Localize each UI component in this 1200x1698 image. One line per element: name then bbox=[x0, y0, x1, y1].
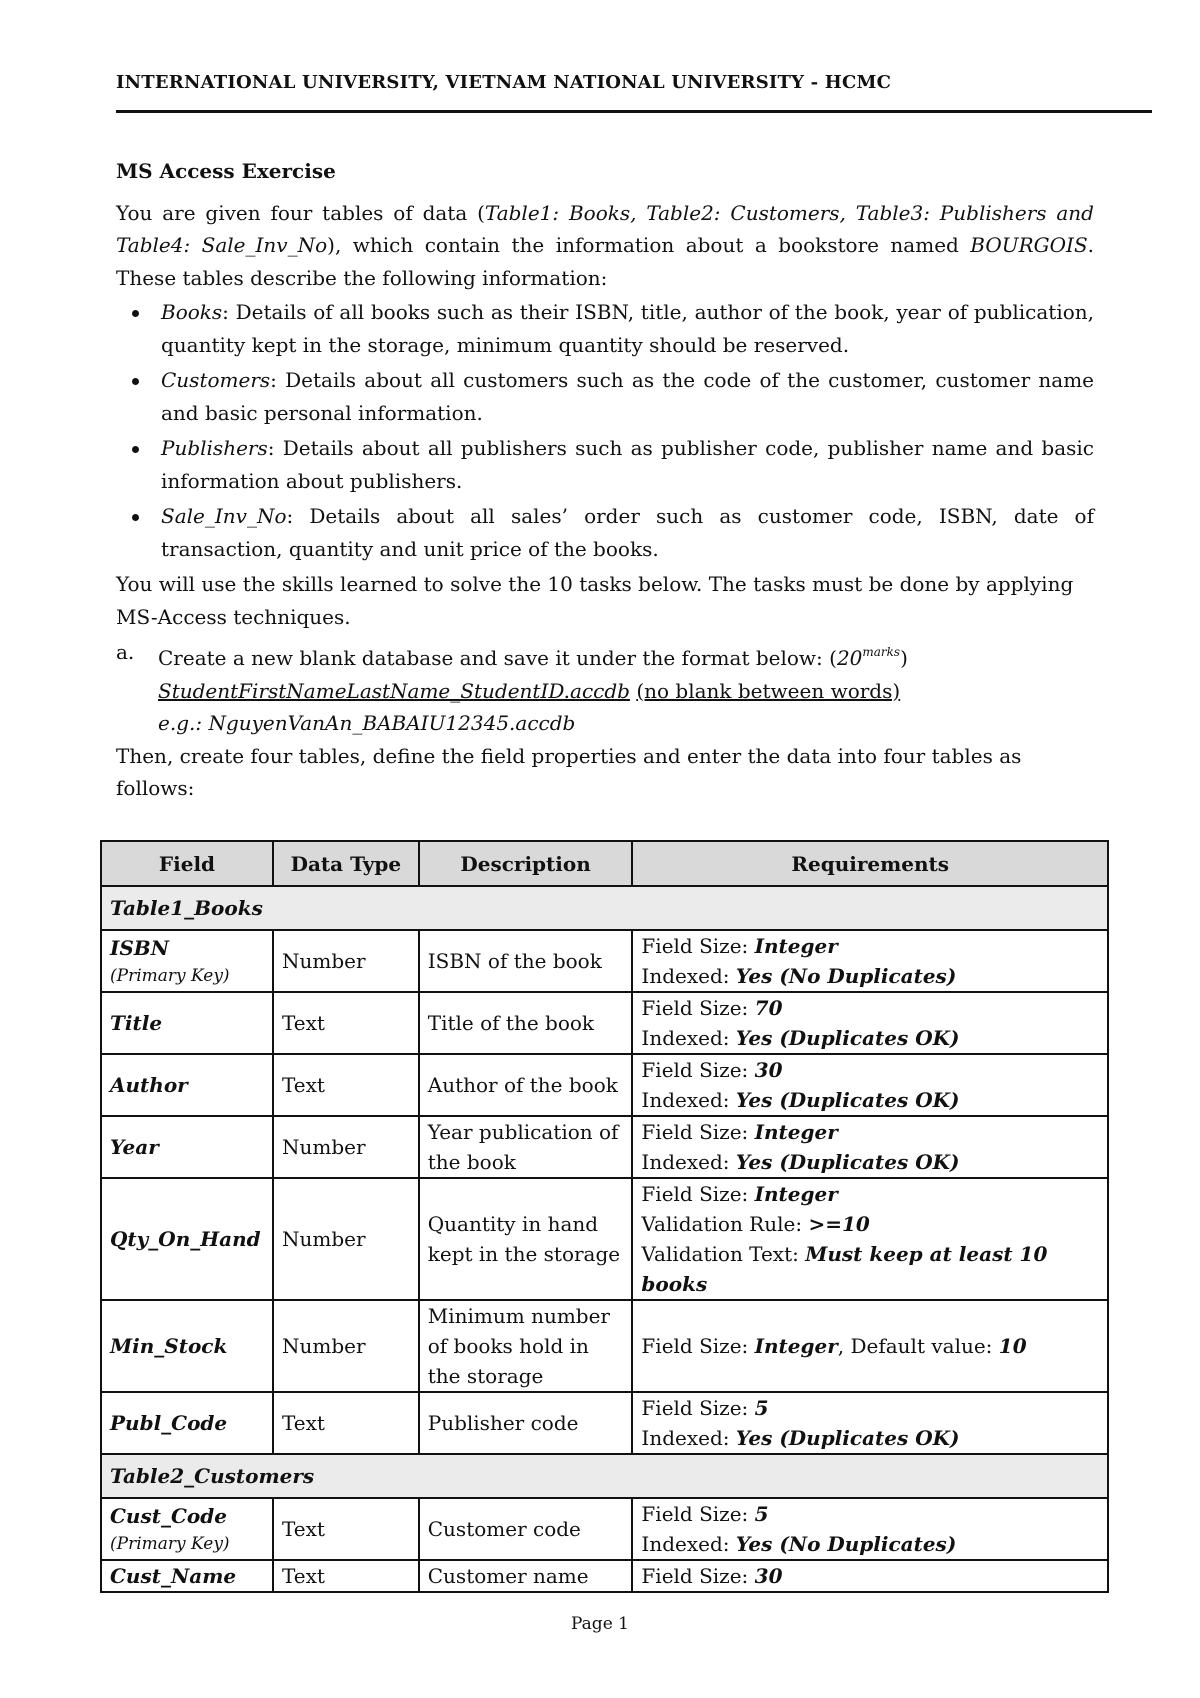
requirement-value: Yes (Duplicates OK) bbox=[735, 1026, 960, 1050]
task-a-text: Create a new blank database and save it under the format below: ( bbox=[158, 646, 837, 670]
field-cell bbox=[101, 1116, 273, 1178]
filename-format-line bbox=[116, 675, 1094, 708]
data-type-cell: Text bbox=[273, 1498, 419, 1560]
requirement-value: Yes (No Duplicates) bbox=[735, 964, 957, 988]
list-item-text: : Details about all sales’ order such as customer code, ISBN, date of transaction, quantity and unit price of the books. bbox=[161, 504, 1094, 561]
requirement-line bbox=[641, 1393, 1099, 1423]
list-item-text: : Details of all books such as their ISBN, title, author of the book, year of publication, quantity kept in the storage, minimum quantity should be reserved. bbox=[161, 300, 1094, 357]
column-header: Data Type bbox=[273, 841, 419, 886]
requirement-label: Field Size: bbox=[641, 1058, 755, 1082]
bullet-icon bbox=[132, 514, 139, 521]
requirement-label: Field Size: bbox=[641, 996, 755, 1020]
description-cell: Title of the book bbox=[419, 992, 633, 1054]
table-row bbox=[101, 930, 1108, 992]
requirement-value: Yes (No Duplicates) bbox=[735, 1532, 957, 1556]
list-item bbox=[116, 500, 1094, 565]
requirements-cell bbox=[632, 1392, 1108, 1454]
table-row bbox=[101, 1560, 1108, 1592]
requirement-value: 10 bbox=[998, 1334, 1027, 1358]
task-a-label: a. bbox=[116, 640, 135, 664]
requirement-value: Must keep at least 10 books bbox=[641, 1242, 1048, 1296]
requirements-cell bbox=[632, 992, 1108, 1054]
requirements-cell bbox=[632, 1116, 1108, 1178]
table-section-title: Table1_Books bbox=[101, 886, 1108, 930]
requirement-label: Field Size: bbox=[641, 1396, 755, 1420]
description-cell: Quantity in hand kept in the storage bbox=[419, 1178, 633, 1300]
requirement-line bbox=[641, 1209, 1099, 1239]
field-name: Title bbox=[110, 1011, 163, 1035]
list-item-term: Sale_Inv_No bbox=[161, 504, 287, 528]
list-item bbox=[116, 432, 1094, 497]
filename-note: (no blank between words) bbox=[636, 678, 901, 703]
bullet-icon bbox=[132, 378, 139, 385]
task-a-close: ) bbox=[900, 646, 908, 670]
list-item-term: Customers bbox=[161, 368, 271, 392]
requirement-line bbox=[641, 931, 1099, 961]
data-type-cell: Text bbox=[273, 1054, 419, 1116]
requirements-cell bbox=[632, 1054, 1108, 1116]
requirement-value: Yes (Duplicates OK) bbox=[735, 1088, 960, 1112]
task-a bbox=[116, 636, 1094, 675]
skills-paragraph: You will use the skills learned to solve the 10 tasks below. The tasks must be done by applying MS-Access techniques. bbox=[116, 572, 1074, 629]
primary-key-note: (Primary Key) bbox=[110, 966, 230, 986]
column-header: Description bbox=[419, 841, 633, 886]
field-cell bbox=[101, 1054, 273, 1116]
requirement-label: Field Size: bbox=[641, 1182, 755, 1206]
intro-text-3: . These tables describe the following information: bbox=[116, 233, 1095, 290]
list-item-term: Books bbox=[161, 300, 223, 324]
intro-text-2: ), which contain the information about a bookstore named bbox=[327, 233, 971, 257]
field-name: Publ_Code bbox=[110, 1411, 228, 1435]
requirement-value: Yes (Duplicates OK) bbox=[735, 1150, 960, 1174]
intro-paragraph bbox=[116, 197, 1094, 295]
requirements-cell bbox=[632, 1178, 1108, 1300]
field-cell bbox=[101, 1560, 273, 1592]
field-name: Cust_Code bbox=[110, 1504, 227, 1528]
requirement-value: 30 bbox=[754, 1058, 783, 1082]
filename-format: StudentFirstNameLastName_StudentID.accdb bbox=[158, 678, 630, 703]
requirements-cell bbox=[632, 1560, 1108, 1592]
requirement-value: Integer bbox=[754, 1182, 838, 1206]
requirement-line bbox=[641, 1147, 1099, 1177]
requirement-label: Indexed: bbox=[641, 1426, 736, 1450]
table-section-row bbox=[101, 886, 1108, 930]
field-name: Min_Stock bbox=[110, 1334, 228, 1358]
requirement-value: Yes (Duplicates OK) bbox=[735, 1426, 960, 1450]
requirement-line bbox=[641, 1239, 1099, 1299]
field-cell bbox=[101, 1392, 273, 1454]
description-cell: ISBN of the book bbox=[419, 930, 633, 992]
requirement-label: Field Size: bbox=[641, 1502, 755, 1526]
requirement-value: 5 bbox=[754, 1502, 769, 1526]
field-name: Author bbox=[110, 1073, 188, 1097]
table-body bbox=[101, 886, 1108, 1592]
table-row bbox=[101, 1116, 1108, 1178]
requirement-label: Validation Rule: bbox=[641, 1212, 809, 1236]
table-section-title: Table2_Customers bbox=[101, 1454, 1108, 1498]
requirement-label: Field Size: bbox=[641, 1564, 755, 1588]
requirements-cell bbox=[632, 930, 1108, 992]
field-name: Qty_On_Hand bbox=[110, 1227, 261, 1251]
intro-text-1: You are given four tables of data ( bbox=[116, 200, 485, 225]
requirement-value: Integer bbox=[754, 934, 838, 958]
requirement-value: >=10 bbox=[808, 1212, 870, 1236]
then-paragraph: Then, create four tables, define the field properties and enter the data into four tables as follows: bbox=[116, 743, 1022, 800]
field-name: Year bbox=[110, 1135, 159, 1159]
requirement-line bbox=[641, 1055, 1099, 1085]
table-header-row bbox=[101, 841, 1108, 886]
table-row bbox=[101, 1178, 1108, 1300]
store-name: BOURGOIS bbox=[970, 233, 1088, 257]
requirement-label: Field Size: bbox=[641, 1334, 755, 1358]
table-row bbox=[101, 992, 1108, 1054]
data-type-cell: Number bbox=[273, 1300, 419, 1392]
table-row bbox=[101, 1392, 1108, 1454]
data-type-cell: Text bbox=[273, 1560, 419, 1592]
requirement-label: Field Size: bbox=[641, 1120, 755, 1144]
header-divider bbox=[116, 110, 1152, 113]
intro-tables-list: Table1: Books, Table2: Customers, Table3: Publishers and Table4: Sale_Inv_No bbox=[116, 200, 1094, 257]
bullet-icon bbox=[132, 446, 139, 453]
requirement-label: , Default value: bbox=[837, 1334, 999, 1358]
exercise-title: MS Access Exercise bbox=[116, 159, 336, 183]
requirement-label: Indexed: bbox=[641, 1088, 736, 1112]
requirement-label: Field Size: bbox=[641, 934, 755, 958]
field-cell bbox=[101, 930, 273, 992]
field-spec-table bbox=[100, 840, 1109, 1593]
requirement-line bbox=[641, 1331, 1099, 1361]
requirement-line bbox=[641, 1085, 1099, 1115]
data-type-cell: Number bbox=[273, 1116, 419, 1178]
description-cell: Publisher code bbox=[419, 1392, 633, 1454]
requirement-line bbox=[641, 1561, 1099, 1591]
requirement-line bbox=[641, 1529, 1099, 1559]
list-item bbox=[116, 296, 1094, 361]
field-cell bbox=[101, 992, 273, 1054]
list-item-text: : Details about all customers such as the code of the customer, customer name and basic personal information. bbox=[161, 368, 1094, 425]
requirement-label: Indexed: bbox=[641, 1532, 736, 1556]
primary-key-note: (Primary Key) bbox=[110, 1534, 230, 1554]
requirement-value: 70 bbox=[754, 996, 783, 1020]
data-type-cell: Number bbox=[273, 1178, 419, 1300]
bullet-icon bbox=[132, 310, 139, 317]
list-item-text: : Details about all publishers such as publisher code, publisher name and basic information about publishers. bbox=[161, 436, 1094, 493]
description-cell: Year publication of the book bbox=[419, 1116, 633, 1178]
requirements-cell bbox=[632, 1300, 1108, 1392]
field-cell bbox=[101, 1178, 273, 1300]
table-row bbox=[101, 1054, 1108, 1116]
filename-example-line bbox=[116, 707, 1094, 740]
list-item bbox=[116, 364, 1094, 429]
description-cell: Customer code bbox=[419, 1498, 633, 1560]
filename-example: e.g.: NguyenVanAn_BABAIU12345.accdb bbox=[158, 711, 576, 735]
field-name: ISBN bbox=[110, 936, 169, 960]
column-header: Field bbox=[101, 841, 273, 886]
requirement-label: Indexed: bbox=[641, 1150, 736, 1174]
requirement-label: Validation Text: bbox=[641, 1242, 806, 1266]
university-header: INTERNATIONAL UNIVERSITY, VIETNAM NATIONAL UNIVERSITY - HCMC bbox=[116, 72, 892, 93]
requirement-label: Indexed: bbox=[641, 964, 736, 988]
description-cell: Customer name bbox=[419, 1560, 633, 1592]
requirement-line bbox=[641, 1499, 1099, 1529]
task-a-marks-unit: marks bbox=[862, 645, 901, 659]
data-type-cell: Text bbox=[273, 1392, 419, 1454]
column-header: Requirements bbox=[632, 841, 1108, 886]
exercise-body bbox=[116, 155, 1094, 805]
data-type-cell: Number bbox=[273, 930, 419, 992]
list-item-term: Publishers bbox=[161, 436, 268, 460]
field-cell bbox=[101, 1300, 273, 1392]
requirement-line bbox=[641, 961, 1099, 991]
requirement-line bbox=[641, 1117, 1099, 1147]
requirement-value: 5 bbox=[754, 1396, 769, 1420]
requirement-value: Integer bbox=[754, 1120, 838, 1144]
description-cell: Minimum number of books hold in the storage bbox=[419, 1300, 633, 1392]
table-description-list bbox=[116, 296, 1094, 565]
page-number: Page 1 bbox=[571, 1614, 629, 1634]
requirement-label: Indexed: bbox=[641, 1026, 736, 1050]
requirement-line bbox=[641, 1423, 1099, 1453]
requirement-value: Integer bbox=[754, 1334, 838, 1358]
requirement-line bbox=[641, 993, 1099, 1023]
table-section-row bbox=[101, 1454, 1108, 1498]
table-row bbox=[101, 1498, 1108, 1560]
requirement-line bbox=[641, 1023, 1099, 1053]
field-name: Cust_Name bbox=[110, 1564, 237, 1588]
field-cell bbox=[101, 1498, 273, 1560]
requirements-cell bbox=[632, 1498, 1108, 1560]
requirement-value: 30 bbox=[754, 1564, 783, 1588]
description-cell: Author of the book bbox=[419, 1054, 633, 1116]
task-a-marks: 20 bbox=[836, 646, 863, 670]
data-type-cell: Text bbox=[273, 992, 419, 1054]
table-row bbox=[101, 1300, 1108, 1392]
requirement-line bbox=[641, 1179, 1099, 1209]
